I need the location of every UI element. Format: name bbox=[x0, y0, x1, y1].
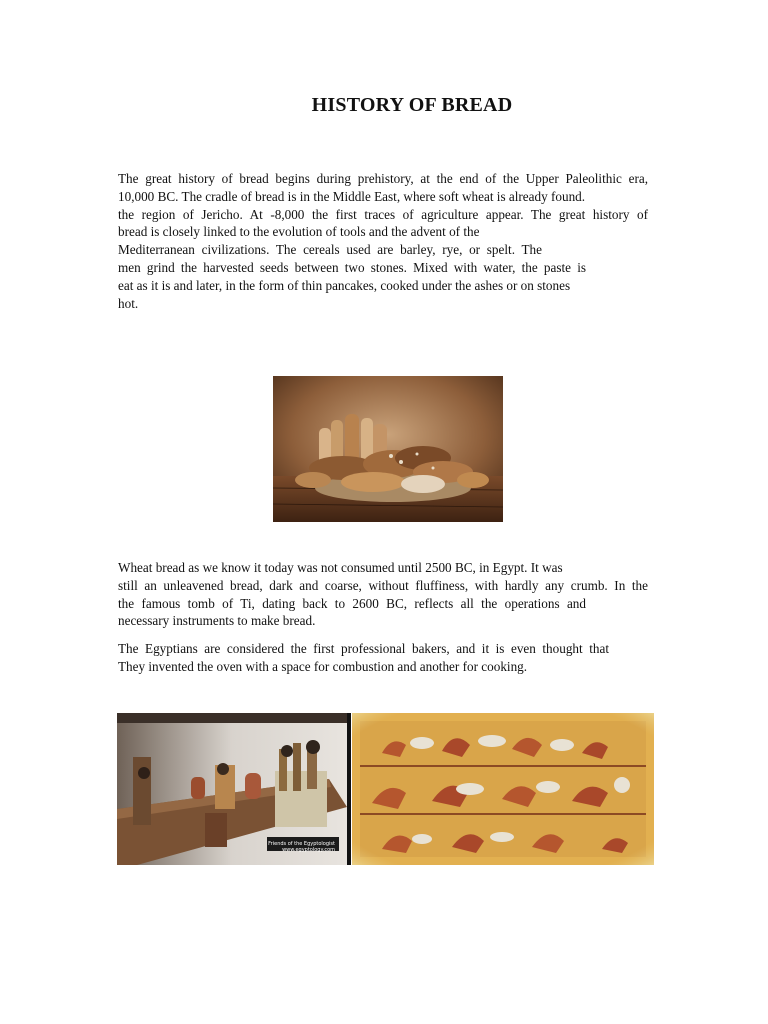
tomb-painting-image bbox=[352, 713, 654, 865]
watermark-line: Friends of the Egyptologist bbox=[268, 841, 335, 847]
text-line: 10,000 BC. The cradle of bread is in the Middle East, where soft wheat is already found. bbox=[118, 188, 586, 204]
text-line: The Egyptians are considered the first professional bakers, and it is even thought that bbox=[118, 641, 609, 656]
text-line: The great history of bread begins during prehistory, at the end of the Upper Paleolithic era, bbox=[118, 171, 648, 186]
text-line: still an unleavened bread, dark and coarse, without fluffiness, with hardly any crumb. In the bbox=[118, 577, 648, 593]
text-line: the region of Jericho. At -8,000 the first traces of agriculture appear. The great history of bbox=[118, 206, 648, 222]
bread-basket-image bbox=[273, 376, 503, 522]
bread-photo bbox=[273, 376, 503, 522]
image-divider bbox=[347, 713, 351, 865]
text-line: bread is closely linked to the evolution of tools and the advent of the bbox=[118, 224, 480, 240]
text-line: men grind the harvested seeds between two stones. Mixed with water, the paste is bbox=[118, 259, 586, 275]
text-line: eat as it is and later, in the form of thin pancakes, cooked under the ashes or on stones bbox=[118, 277, 571, 293]
text-line: necessary instruments to make bread. bbox=[118, 613, 316, 629]
intro-paragraph bbox=[118, 170, 648, 312]
egypt-paragraph bbox=[118, 559, 648, 630]
text-line: Mediterranean civilizations. The cereals used are barley, rye, or spelt. The bbox=[118, 242, 542, 258]
page-title: HISTORY OF BREAD bbox=[311, 94, 513, 116]
egyptian-model-image bbox=[117, 713, 347, 865]
text-line: hot. bbox=[118, 295, 139, 311]
bakers-paragraph bbox=[118, 640, 648, 676]
text-line: They invented the oven with a space for combustion and another for cooking. bbox=[118, 658, 528, 674]
tomb-photo bbox=[352, 713, 654, 865]
text-line: the famous tomb of Ti, dating back to 2600 BC, reflects all the operations and bbox=[118, 595, 586, 611]
watermark-line: www.egyptology.com bbox=[282, 847, 335, 853]
text-line: Wheat bread as we know it today was not consumed until 2500 BC, in Egypt. It was bbox=[118, 560, 563, 575]
image-watermark bbox=[268, 841, 335, 853]
